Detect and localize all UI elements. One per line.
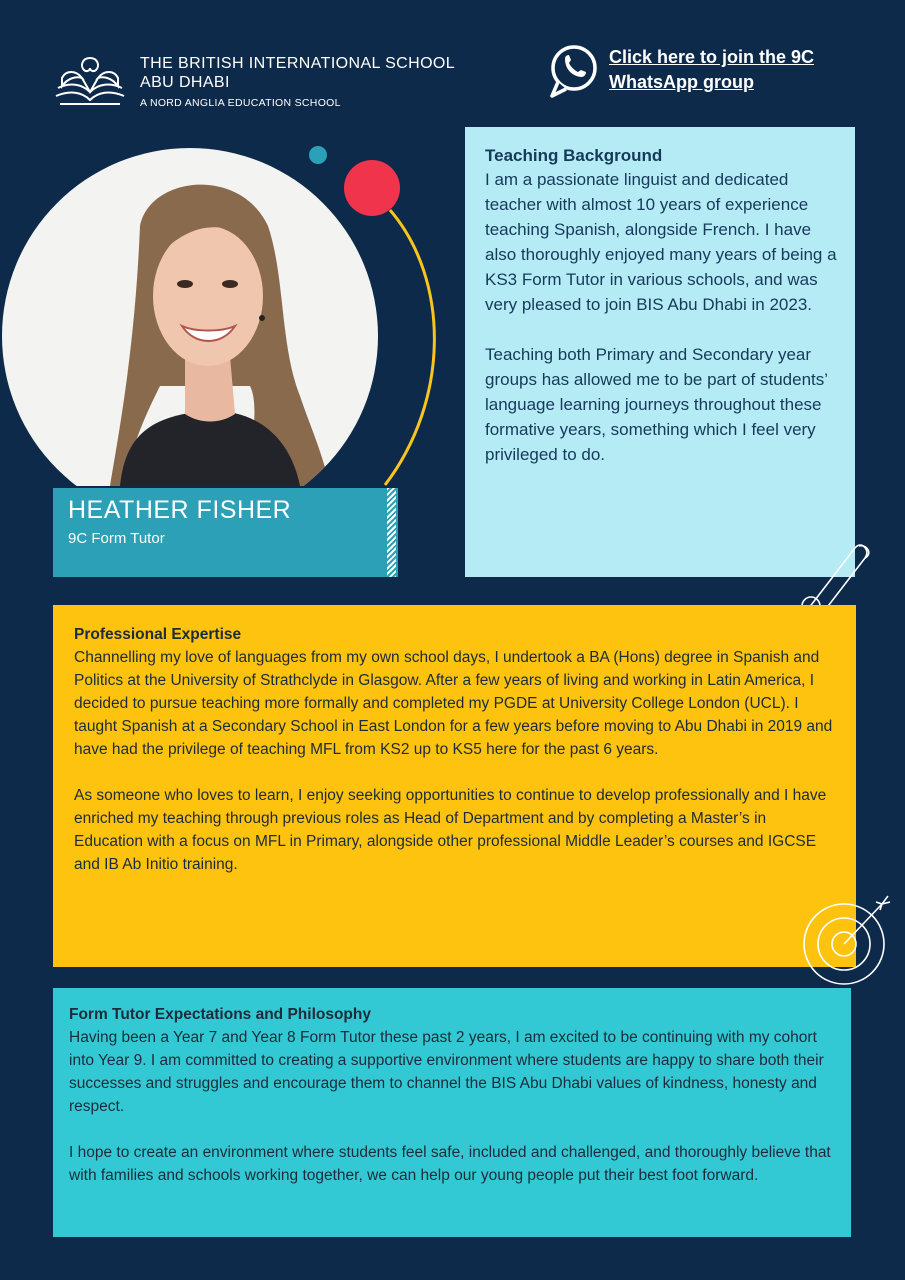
- form-tutor-title: Form Tutor Expectations and Philosophy: [69, 1006, 371, 1023]
- name-card-stripe: [387, 488, 396, 577]
- name-card: [53, 488, 398, 577]
- form-tutor-card: [53, 988, 851, 1237]
- professional-expertise-paragraph-1: Channelling my love of languages from my own school days, I undertook a BA (Hons) degree in Spanish and Politics at the University of Strathclyde in Glasgow. After a few years of living and working in Latin America, I decided to pursue teaching more formally and completed my PGDE at University College London (UCL). I taught Spanish at a Secondary School in East London for a few years before moving to Abu Dhabi in 2019 and have had the privilege of teaching MFL from KS2 up to KS5 here for the past 6 years.: [74, 649, 833, 758]
- school-name-line2: ABU DHABI: [140, 74, 230, 91]
- teaching-background-card: [465, 127, 855, 577]
- form-tutor-paragraph-1: Having been a Year 7 and Year 8 Form Tutor these past 2 years, I am excited to be continuing with my cohort into Year 9. I am committed to creating a supportive environment where students are happy to share both their successes and struggles and encourage them to channel the BIS Abu Dhabi values of kindness, honesty and respect.: [69, 1029, 824, 1115]
- teacher-role: 9C Form Tutor: [68, 530, 165, 547]
- form-tutor-paragraph-2: I hope to create an environment where students feel safe, included and challenged, and thoroughly believe that with families and schools working together, we can help our young people put their best foot forward.: [69, 1144, 831, 1184]
- whatsapp-group-link[interactable]: Click here to join the 9C WhatsApp group: [609, 47, 815, 92]
- teaching-background-paragraph-1: I am a passionate linguist and dedicated teacher with almost 10 years of experience teaching Spanish, alongside French. I have also thoroughly enjoyed many years of being a KS3 Form Tutor in various schools, and was very pleased to join BIS Abu Dhabi in 2023.: [485, 170, 837, 314]
- teaching-background-title: Teaching Background: [485, 146, 663, 165]
- school-crest-icon: [52, 52, 128, 108]
- school-name: [140, 54, 455, 109]
- professional-expertise-card: [53, 605, 856, 967]
- professional-expertise-title: Professional Expertise: [74, 626, 242, 643]
- school-name-line1: THE BRITISH INTERNATIONAL SCHOOL: [140, 55, 456, 72]
- teaching-background-paragraph-2: Teaching both Primary and Secondary year groups has allowed me to be part of students’ language learning journeys throughout these formative years, something which I feel very privileged to do.: [485, 345, 828, 464]
- teacher-name: HEATHER FISHER: [68, 496, 292, 524]
- school-tagline: A NORD ANGLIA EDUCATION SCHOOL: [140, 97, 341, 109]
- professional-expertise-paragraph-2: As someone who loves to learn, I enjoy seeking opportunities to continue to develop professionally and I have enriched my teaching through previous roles as Head of Department and by completing a Master’s in Education with a focus on MFL in Primary, alongside other professional Middle Leader’s courses and IGCSE and IB Ab Initio training.: [74, 787, 827, 873]
- whatsapp-icon[interactable]: [548, 42, 598, 98]
- profile-photo: [0, 146, 380, 486]
